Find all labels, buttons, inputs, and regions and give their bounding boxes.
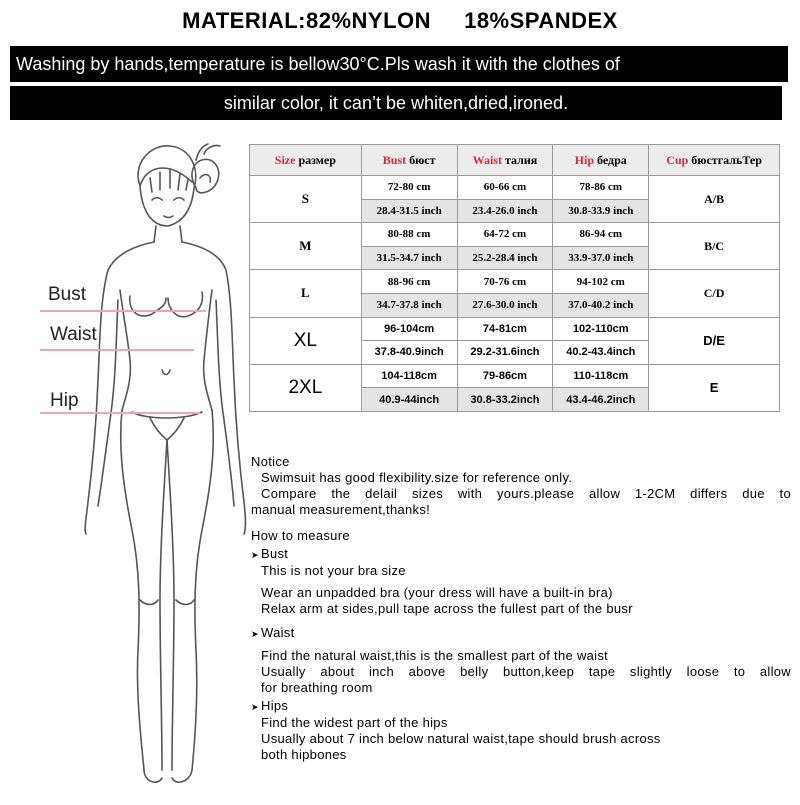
bust-line-3: Relax arm at sides,pull tape across the fullest part of the busr (261, 601, 633, 616)
size-cell: M (250, 223, 362, 270)
waist-section-title (251, 623, 791, 642)
hip-label: Hip (50, 390, 79, 411)
hip-cm-cell: 110-118cm (553, 364, 649, 388)
hips-section-title (251, 696, 791, 715)
notice-line-1: Swimsuit has good flexibility.size for reference only. (261, 470, 573, 485)
waist-cm-cell: 64-72 cm (457, 223, 553, 247)
how-to-measure-title: How to measure (251, 528, 350, 543)
cup-cell: B/C (649, 223, 780, 270)
bust-cm-cell: 88-96 cm (361, 270, 457, 294)
bust-title-text: Bust (261, 545, 289, 561)
waist-title-text: Waist (261, 624, 295, 640)
size-cell: 2XL (250, 364, 362, 411)
header-waist: Waist талия (457, 145, 553, 176)
hips-title-text: Hips (261, 697, 289, 713)
bust-section-title (251, 544, 791, 563)
bust-label: Bust (48, 284, 87, 305)
bust-line-1: This is not your bra size (261, 563, 406, 578)
bust-line-2: Wear an unpadded bra (your dress will have a built-in bra) (261, 585, 613, 600)
header-cup: Cup бюстгальТер (649, 145, 780, 176)
waist-inch-cell: 27.6-30.0 inch (457, 293, 553, 317)
hip-cm-cell: 86-94 cm (553, 223, 649, 247)
notice-line-2: Compare the delail sizes with yours.please allow 1-2CM differs due to (261, 486, 791, 501)
bust-cm-cell: 96-104cm (361, 317, 457, 341)
bust-cm-cell: 80-88 cm (361, 223, 457, 247)
waist-cm-cell: 70-76 cm (457, 270, 553, 294)
cup-cell: A/B (649, 176, 780, 223)
bust-inch-cell: 31.5-34.7 inch (361, 246, 457, 270)
cup-cell: C/D (649, 270, 780, 317)
size-chart-table (249, 144, 780, 412)
hip-cm-cell: 102-110cm (553, 317, 649, 341)
hip-inch-cell: 37.0-40.2 inch (553, 293, 649, 317)
hip-inch-cell: 40.2-43.4inch (553, 341, 649, 365)
table-row (250, 317, 780, 341)
waist-cm-cell: 74-81cm (457, 317, 553, 341)
hip-cm-cell: 78-86 cm (553, 176, 649, 200)
arrow-icon: ➤ (251, 702, 259, 712)
bust-inch-cell: 34.7-37.8 inch (361, 293, 457, 317)
bust-line (40, 310, 206, 312)
waist-cm-cell: 60-66 cm (457, 176, 553, 200)
header-size: Size paзмep (250, 145, 362, 176)
header-hip: Hip бедра (553, 145, 649, 176)
cup-cell: E (649, 364, 780, 411)
bust-cm-cell: 104-118cm (361, 364, 457, 388)
bust-inch-cell: 37.8-40.9inch (361, 341, 457, 365)
hip-inch-cell: 43.4-46.2inch (553, 388, 649, 412)
waist-label: Waist (50, 324, 97, 345)
hip-inch-cell: 30.8-33.9 inch (553, 199, 649, 223)
hips-line-2: Usually about 7 inch below natural waist,tape should brush across (261, 731, 661, 746)
waist-line-3: for breathing room (261, 680, 373, 695)
waist-inch-cell: 29.2-31.6inch (457, 341, 553, 365)
table-row (250, 176, 780, 200)
arrow-icon: ➤ (251, 550, 259, 560)
bust-cm-cell: 72-80 cm (361, 176, 457, 200)
waist-line (40, 349, 194, 351)
table-row (250, 223, 780, 247)
waist-inch-cell: 23.4-26.0 inch (457, 199, 553, 223)
bust-inch-cell: 28.4-31.5 inch (361, 199, 457, 223)
notice-title: Notice (251, 454, 290, 469)
body-outline-drawing (0, 130, 250, 800)
size-cell: S (250, 176, 362, 223)
washing-banner-line1: Washing by hands,temperature is bellow30°C.Pls wash it with the clothes of (10, 46, 788, 82)
waist-inch-cell: 30.8-33.2inch (457, 388, 553, 412)
hips-line-3: both hipbones (261, 747, 347, 762)
hip-cm-cell: 94-102 cm (553, 270, 649, 294)
waist-cm-cell: 79-86cm (457, 364, 553, 388)
table-row (250, 270, 780, 294)
notes-section (251, 454, 791, 763)
waist-line-1: Find the natural waist,this is the smallest part of the waist (261, 648, 609, 663)
material-heading: MATERIAL:82%NYLON 18%SPANDEX (182, 8, 618, 33)
size-cell: XL (250, 317, 362, 364)
waist-line-2: Usually about inch above belly button,keep tape slightly loose to allow (261, 664, 791, 679)
table-row (250, 364, 780, 388)
hips-line-1: Find the widest part of the hips (261, 715, 448, 730)
waist-inch-cell: 25.2-28.4 inch (457, 246, 553, 270)
notice-line-3: manual measurement,thanks! (251, 502, 431, 517)
cup-cell: D/E (649, 317, 780, 364)
body-figure (0, 130, 250, 800)
size-cell: L (250, 270, 362, 317)
hip-inch-cell: 33.9-37.0 inch (553, 246, 649, 270)
hip-line (40, 412, 200, 414)
arrow-icon: ➤ (251, 629, 259, 639)
bust-inch-cell: 40.9-44inch (361, 388, 457, 412)
washing-banner-line2: similar color, it can’t be whiten,dried,ironed. (10, 86, 782, 120)
table-header-row (250, 145, 780, 176)
header-bust: Bust бюст (361, 145, 457, 176)
